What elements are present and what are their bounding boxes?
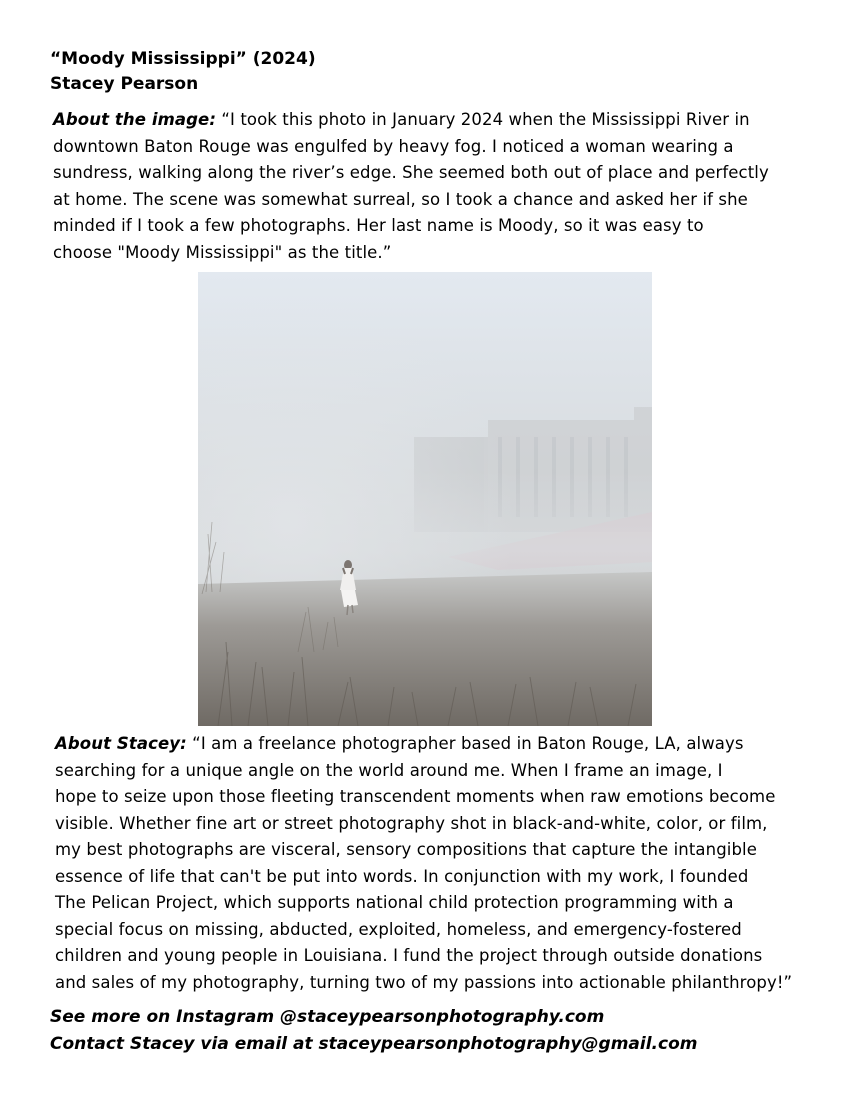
about-image-paragraph xyxy=(53,107,833,266)
artist-name: Stacey Pearson xyxy=(50,74,199,94)
about-stacey-line: About Stacey: “I am a freelance photographer based in Baton Rouge, LA, always xyxy=(55,734,744,753)
about-image-line: downtown Baton Rouge was engulfed by heavy fog. I noticed a woman wearing a xyxy=(53,136,734,156)
header xyxy=(50,47,316,97)
footer xyxy=(50,1004,697,1058)
about-stacey-line: searching for a unique angle on the world around me. When I frame an image, I xyxy=(55,760,723,780)
about-image-line: About the image: “I took this photo in January 2024 when the Mississippi River in xyxy=(53,110,750,129)
foggy-river-photo xyxy=(198,272,652,726)
about-stacey-line: special focus on missing, abducted, exploited, homeless, and emergency-fostered xyxy=(55,919,742,939)
about-stacey-paragraph xyxy=(55,731,835,996)
about-image-label: About the image: xyxy=(53,110,217,129)
about-image-line: choose "Moody Mississippi" as the title.” xyxy=(53,242,392,262)
instagram-link[interactable]: See more on Instagram @staceypearsonphotography.com xyxy=(50,1007,605,1027)
about-stacey-line: The Pelican Project, which supports national child protection programming with a xyxy=(55,893,734,912)
artwork-title: “Moody Mississippi” (2024) xyxy=(50,49,316,69)
email-link[interactable]: Contact Stacey via email at staceypearsonphotography@gmail.com xyxy=(50,1034,698,1054)
about-stacey-line: hope to seize upon those fleeting transcendent moments when raw emotions become xyxy=(55,787,776,806)
about-image-line: minded if I took a few photographs. Her last name is Moody, so it was easy to xyxy=(53,216,704,235)
about-stacey-line: and sales of my photography, turning two of my passions into actionable philanthropy!” xyxy=(55,972,793,992)
about-stacey-label: About Stacey: xyxy=(55,734,187,753)
about-stacey-line: visible. Whether fine art or street photography shot in black-and-white, color, or film, xyxy=(55,813,768,833)
about-stacey-line: my best photographs are visceral, sensory compositions that capture the intangible xyxy=(55,840,757,859)
about-image-line: at home. The scene was somewhat surreal, so I took a chance and asked her if she xyxy=(53,189,748,209)
about-stacey-line: essence of life that can't be put into words. In conjunction with my work, I founded xyxy=(55,866,749,886)
about-stacey-line: children and young people in Louisiana. I fund the project through outside donations xyxy=(55,946,763,965)
about-image-line: sundress, walking along the river’s edge. She seemed both out of place and perfectly xyxy=(53,163,769,182)
